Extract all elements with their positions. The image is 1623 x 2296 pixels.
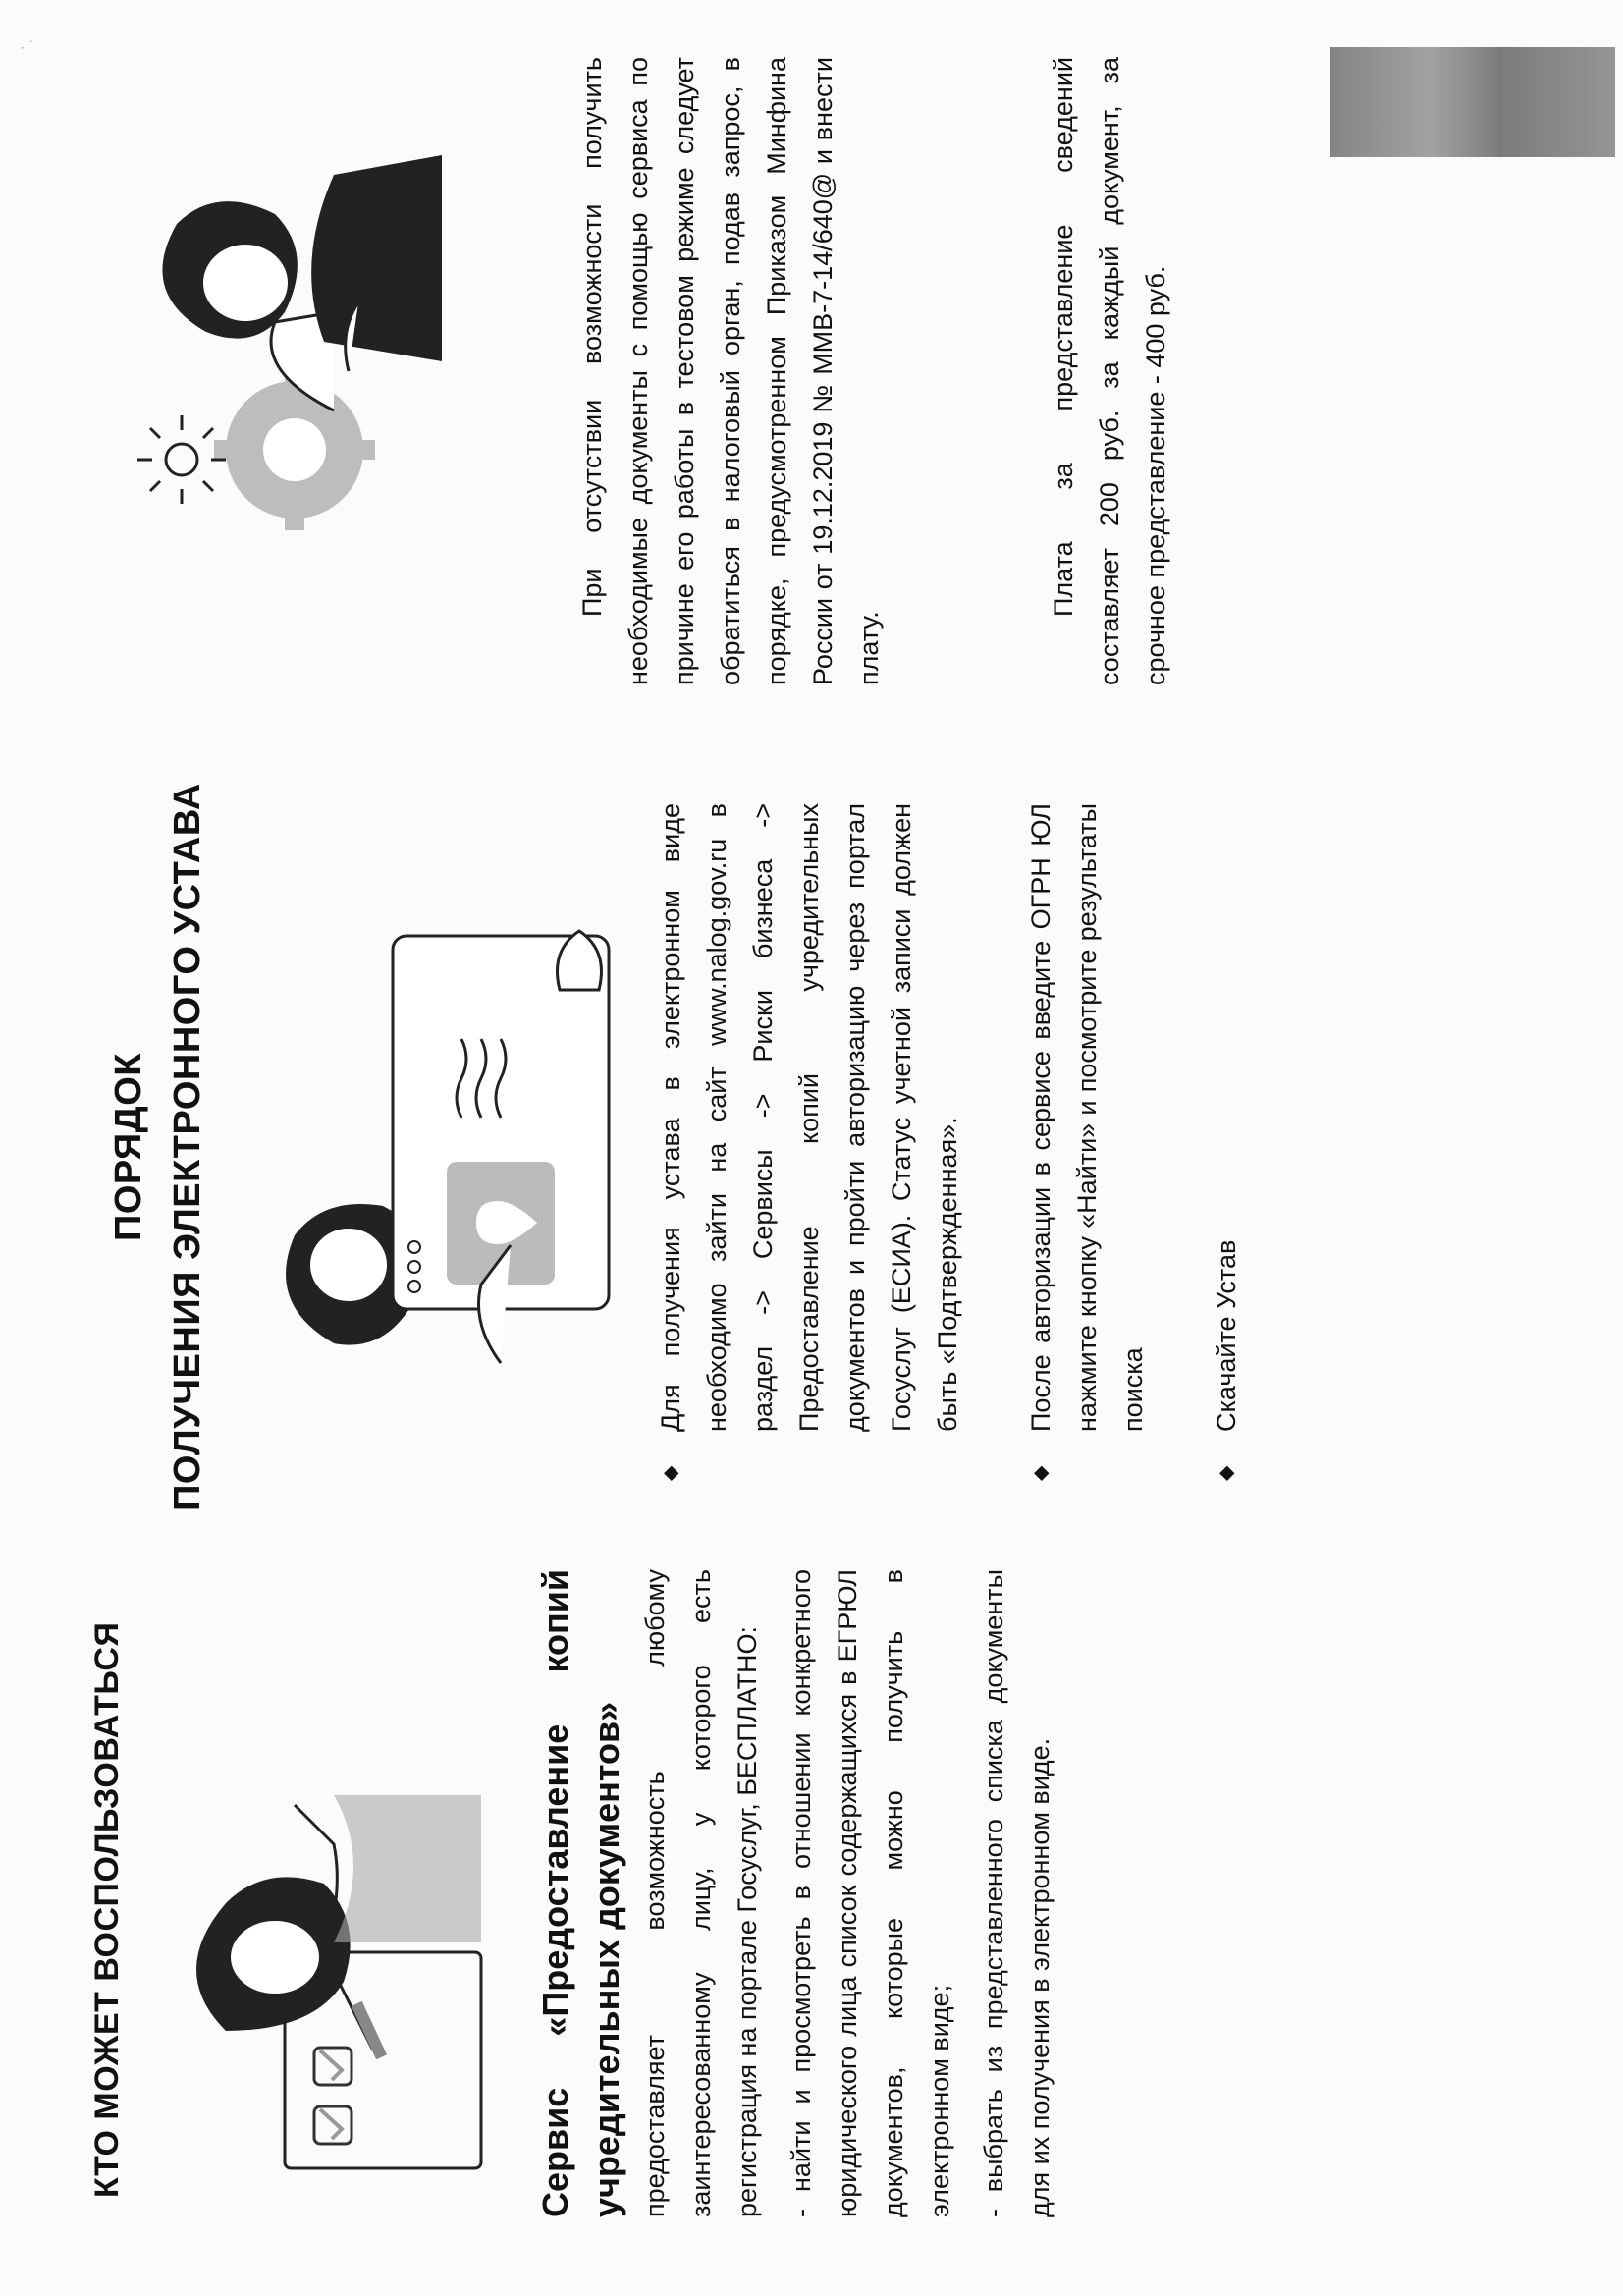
diamond-bullet-icon: ◆ [660,1465,681,1481]
list-item [1018,803,1157,1491]
service-paragraph: предоставляет возможность любому заинтересованному лицу, у которого есть регистрация на портале Госуслуг, БЕСПЛАТНО: [640,1569,762,2217]
right-panel [0,37,1623,744]
instruction-text: Скачайте Устав [1212,1239,1241,1432]
instruction-text: После авторизации в сервисе введите ОГРН ЮЛ нажмите кнопку «Найти» и посмотрите результаты поиска [1026,803,1148,1432]
left-heading: КТО МОЖЕТ ВОСПОЛЬЗОВАТЬСЯ [88,1621,126,2198]
list-item [1204,803,1250,1491]
left-body [530,1569,1063,2217]
middle-panel [0,774,1623,1520]
service-intro: Сервис «Предоставление копий учредительных документов» [535,1569,626,2217]
middle-heading-line2: ПОЛУЧЕНИЯ ЭЛЕКТРОННОГО УСТАВА [167,783,208,1511]
list-item [648,803,971,1491]
scan-specks: · ˙ [20,39,35,56]
service-item-1: - найти и просмотреть в отношении конкретного юридического лица список содержащихся в ЕГРЮЛ документов, которые можно получить в электронном виде; [786,1569,954,2217]
lightbulb-gear-person-illustration [98,155,452,568]
right-paragraph-2-text: Плата за представление сведений составляет 200 руб. за каждый документ, за срочное представление - 400 руб. [1049,57,1170,685]
instruction-text: Для получения устава в электронном виде необходимо зайти на сайт www.nalog.gov.ru в раздел -> Сервисы -> Риски бизнеса -> Предоставление копий учредительных документов и пройти авторизацию через портал Госуслуг (ЕСИА). Статус учетной записи должен быть «Подтвержденная». [656,803,962,1432]
service-item-2: - выбрать из представленного списка документы для их получения в электронном виде. [979,1569,1055,2217]
diamond-bullet-icon: ◆ [1030,1465,1052,1481]
middle-heading-line1: ПОРЯДОК [108,1053,149,1241]
left-panel [0,1540,1623,2257]
right-paragraph-1 [569,57,893,685]
right-paragraph-1-text: При отсутствии возможности получить необходимые документы с помощью сервиса по причине его работы в тестовом режиме следует обратиться в налоговый орган, подав запрос, в порядке, предусмотренном Приказом Минфина России от 19.12.2019 № ММВ-7-14/640@ и внести плату. [577,57,884,685]
right-paragraph-2 [1041,57,1179,685]
diamond-bullet-icon: ◆ [1216,1465,1237,1481]
browser-window-person-illustration [245,911,619,1402]
checklist-person-illustration [167,1776,491,2188]
instructions-list [648,803,1297,1491]
